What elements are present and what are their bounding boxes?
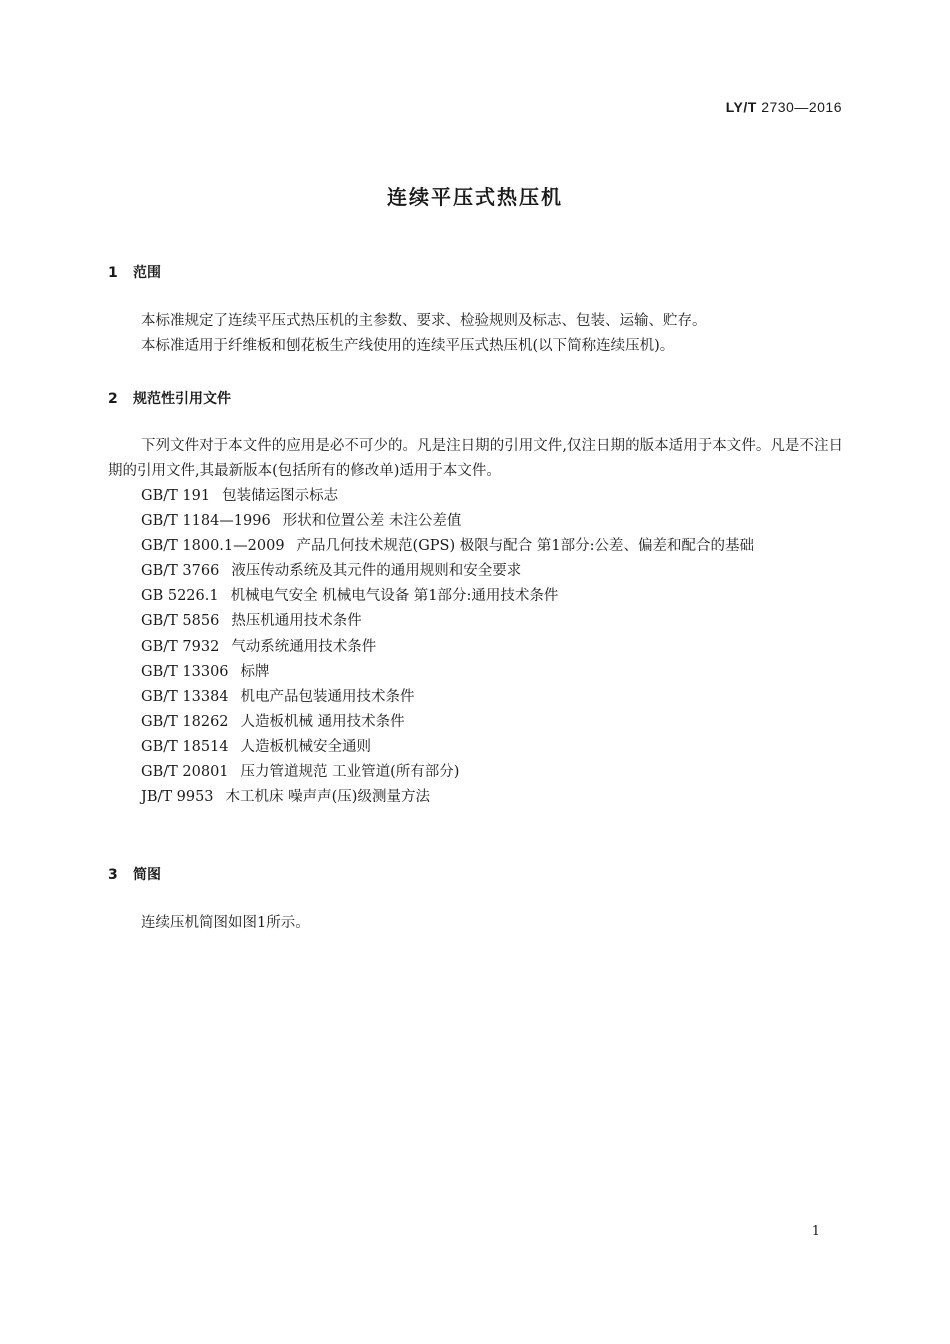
- reference-code: GB/T 191: [141, 488, 211, 504]
- reference-code: GB/T 18262: [141, 713, 229, 730]
- reference-code: GB/T 5856: [141, 613, 220, 630]
- reference-title: 形状和位置公差 未注公差值: [282, 513, 462, 530]
- reference-title: 包装储运图示标志: [222, 488, 339, 504]
- reference-title: 机电产品包装通用技术条件: [240, 688, 415, 705]
- reference-item: [108, 760, 843, 785]
- reference-title: 木工机床 噪声声(压)级测量方法: [225, 789, 430, 806]
- section-title: 范围: [133, 265, 161, 281]
- section-title: 规范性引用文件: [133, 391, 231, 407]
- scope-paragraph-1: 本标准规定了连续平压式热压机的主参数、要求、检验规则及标志、包装、运输、贮存。: [141, 313, 707, 329]
- reference-title: 人造板机械安全通则: [240, 738, 372, 755]
- reference-code: GB/T 13306: [141, 663, 229, 680]
- reference-code: GB/T 13384: [141, 688, 229, 705]
- page-number: 1: [811, 1224, 820, 1239]
- section-number: 1: [108, 265, 118, 281]
- reference-item: [108, 584, 843, 609]
- section-title: 简图: [133, 867, 161, 883]
- reference-code: JB/T 9953: [141, 789, 214, 806]
- reference-code: GB/T 3766: [141, 563, 220, 580]
- normative-references-list: [108, 484, 843, 810]
- reference-title: 液压传动系统及其元件的通用规则和安全要求: [231, 563, 522, 580]
- reference-title: 人造板机械 通用技术条件: [240, 713, 405, 730]
- section-1-heading: [108, 262, 161, 282]
- reference-title: 压力管道规范 工业管道(所有部分): [240, 764, 460, 781]
- reference-item: [108, 509, 843, 534]
- reference-title: 标牌: [240, 663, 270, 680]
- section-3-heading: [108, 864, 161, 884]
- reference-title: 气动系统通用技术条件: [231, 638, 377, 655]
- diagram-paragraph: 连续压机简图如图1所示。: [141, 915, 310, 931]
- standard-code-prefix: LY/T: [725, 99, 757, 115]
- document-title: 连续平压式热压机: [387, 185, 563, 209]
- reference-item: [108, 785, 843, 810]
- reference-item: [108, 735, 843, 760]
- section-number: 3: [108, 867, 118, 883]
- reference-item: [108, 635, 843, 660]
- reference-item: [108, 685, 843, 710]
- standard-code: [726, 99, 842, 115]
- reference-code: GB/T 1800.1—2009: [141, 538, 285, 555]
- reference-code: GB/T 1184—1996: [141, 513, 271, 530]
- references-intro-paragraph: 下列文件对于本文件的应用是必不可少的。凡是注日期的引用文件,仅注日期的版本适用于本文件。凡是不注日期的引用文件,其最新版本(包括所有的修改单)适用于本文件。: [108, 438, 843, 479]
- reference-code: GB/T 18514: [141, 738, 229, 755]
- reference-code: GB/T 20801: [141, 764, 229, 781]
- reference-title: 产品几何技术规范(GPS) 极限与配合 第1部分:公差、偏差和配合的基础: [296, 538, 754, 555]
- reference-item: [108, 534, 843, 559]
- reference-code: GB/T 7932: [141, 638, 220, 655]
- reference-item: [108, 484, 843, 509]
- standard-code-number: 2730—2016: [761, 99, 842, 115]
- reference-code: GB 5226.1: [141, 588, 219, 605]
- section-number: 2: [108, 391, 118, 407]
- reference-title: 机械电气安全 机械电气设备 第1部分:通用技术条件: [230, 588, 559, 605]
- reference-item: [108, 609, 843, 634]
- reference-item: [108, 559, 843, 584]
- section-2-heading: [108, 388, 231, 408]
- reference-title: 热压机通用技术条件: [231, 613, 362, 630]
- scope-paragraph-2: 本标准适用于纤维板和刨花板生产线使用的连续平压式热压机(以下简称连续压机)。: [141, 338, 675, 354]
- reference-item: [108, 710, 843, 735]
- reference-item: [108, 660, 843, 685]
